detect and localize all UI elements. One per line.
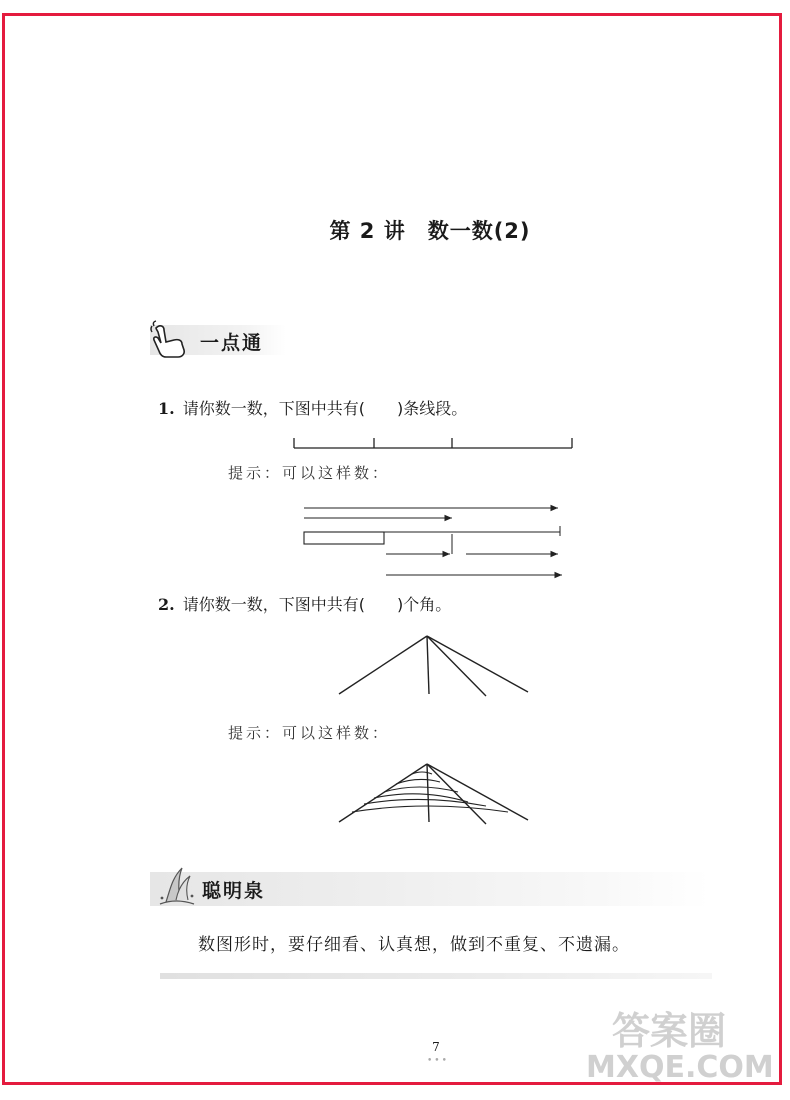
pointing-hand-icon bbox=[150, 320, 198, 360]
ray-1 bbox=[339, 764, 427, 822]
question-1-number: 1. bbox=[158, 399, 175, 418]
question-2-text: 请你数一数，下图中共有( )个角。 bbox=[182, 595, 452, 614]
ray-4 bbox=[427, 764, 528, 820]
angle-figure bbox=[336, 632, 536, 698]
angle-count-hint-figure bbox=[336, 760, 536, 826]
question-1 bbox=[158, 396, 467, 419]
section-label-yidiantong: 一点通 bbox=[200, 332, 264, 354]
question-2 bbox=[158, 592, 451, 615]
ray-4 bbox=[427, 636, 528, 692]
segment-count-hint-figure bbox=[300, 500, 570, 584]
ray-1 bbox=[339, 636, 427, 694]
tip-text: 数图形时，要仔细看、认真想，做到不重复、不遗漏。 bbox=[198, 935, 630, 955]
arc-6 bbox=[352, 806, 508, 812]
page-number: 7 bbox=[432, 1040, 440, 1054]
arc-3 bbox=[384, 787, 458, 792]
lesson-title: 第 2 讲 数一数(2) bbox=[329, 219, 531, 243]
question-2-number: 2. bbox=[158, 595, 175, 614]
segment-a-to-b bbox=[304, 532, 384, 544]
question-1-hint: 提示：可以这样数： bbox=[228, 464, 391, 482]
watermark-chinese: 答案圈 bbox=[612, 1009, 727, 1053]
watermark-url: MXQE.COM bbox=[586, 1050, 774, 1085]
ray-2 bbox=[427, 636, 429, 694]
question-2-hint: 提示：可以这样数： bbox=[228, 724, 391, 742]
page-dots: ••• bbox=[427, 1056, 449, 1066]
segment-figure bbox=[290, 434, 580, 454]
tip-underline-band bbox=[160, 973, 712, 979]
ray-3 bbox=[427, 636, 486, 696]
ray-3 bbox=[427, 764, 486, 824]
section-label-congmingquan: 聪明泉 bbox=[202, 880, 266, 902]
fountain-icon bbox=[156, 862, 196, 908]
question-1-text: 请你数一数，下图中共有( )条线段。 bbox=[182, 399, 468, 418]
